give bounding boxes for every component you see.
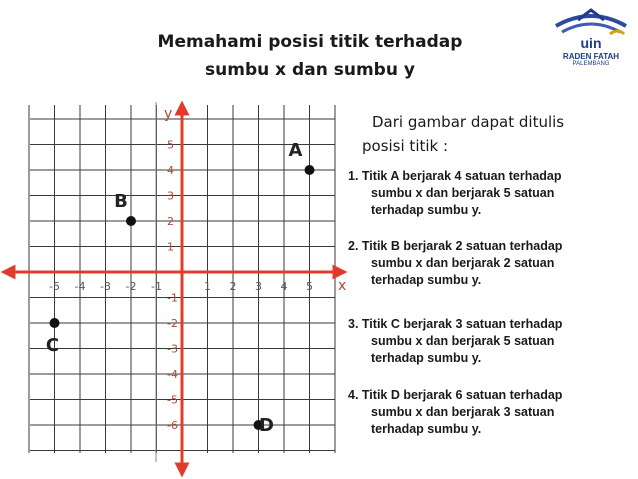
description-a-line-3: terhadap sumbu y. [371, 203, 482, 217]
point-label-c: C [45, 335, 60, 356]
intro-text [362, 110, 622, 158]
point-label-d: D [259, 415, 274, 436]
logo-name: uin [580, 35, 602, 51]
description-a-line-1: 1. Titik A berjarak 4 satuan terhadap [348, 169, 562, 183]
points [46, 140, 315, 436]
description-d-line-3: terhadap sumbu y. [371, 422, 482, 436]
description-a-line-2: sumbu x dan berjarak 5 satuan [371, 186, 555, 200]
y-axis-label: y [164, 106, 173, 122]
x-tick-label: 1 [204, 280, 211, 293]
y-tick-label: 1 [167, 240, 174, 254]
description-b-line-2: sumbu x dan berjarak 2 satuan [371, 256, 555, 270]
description-d-line-2: sumbu x dan berjarak 3 satuan [371, 405, 555, 419]
description-b-line-3: terhadap sumbu y. [371, 273, 482, 287]
description-c-line-1: 3. Titik C berjarak 3 satuan terhadap [348, 317, 563, 331]
x-tick-label: 4 [280, 280, 288, 293]
intro-line-2: posisi titik : [362, 137, 449, 155]
y-tick-label: 3 [167, 189, 174, 203]
x-tick-label: -4 [74, 280, 86, 293]
x-tick-label: -1 [151, 280, 162, 293]
x-tick-label: -3 [100, 280, 111, 293]
x-tick-label: -5 [49, 280, 60, 293]
y-tick-label: 5 [167, 138, 174, 152]
description-d [348, 387, 633, 438]
description-d-line-1: 4. Titik D berjarak 6 satuan terhadap [348, 388, 563, 402]
y-tick-label: -4 [167, 368, 178, 381]
description-c-line-3: terhadap sumbu y. [371, 351, 482, 365]
intro-line-1: Dari gambar dapat ditulis [372, 113, 565, 131]
y-tick-label: -1 [167, 291, 178, 305]
x-tick-label: -2 [125, 280, 137, 293]
description-b-line-1: 2. Titik B berjarak 2 satuan terhadap [348, 239, 563, 253]
x-tick-label: 3 [255, 280, 262, 293]
description-a [348, 168, 633, 219]
point-b [126, 216, 136, 226]
title-line-1: Memahami posisi titik terhadap [157, 32, 463, 52]
y-tick-label: -5 [167, 393, 178, 407]
y-tick-label: 4 [167, 164, 174, 177]
y-tick-label: -3 [167, 342, 178, 356]
point-c [50, 318, 60, 328]
x-axis-label: x [338, 278, 347, 294]
y-tick-label: -2 [167, 317, 178, 330]
title-line-2: sumbu x dan sumbu y [205, 60, 415, 80]
point-label-b: B [114, 191, 128, 212]
y-tick-label: 2 [167, 215, 174, 228]
point-a [305, 165, 315, 175]
x-tick-label: 2 [229, 280, 237, 293]
logo-line-1: RADEN FATAH [562, 52, 620, 61]
y-tick-label: -6 [167, 419, 178, 432]
logo-line-2: PALEMBANG [572, 61, 610, 67]
description-c-line-2: sumbu x dan berjarak 5 satuan [371, 334, 555, 348]
x-tick-label: 5 [306, 280, 313, 293]
point-label-a: A [288, 140, 303, 161]
description-c [348, 316, 633, 367]
description-b [348, 238, 633, 289]
